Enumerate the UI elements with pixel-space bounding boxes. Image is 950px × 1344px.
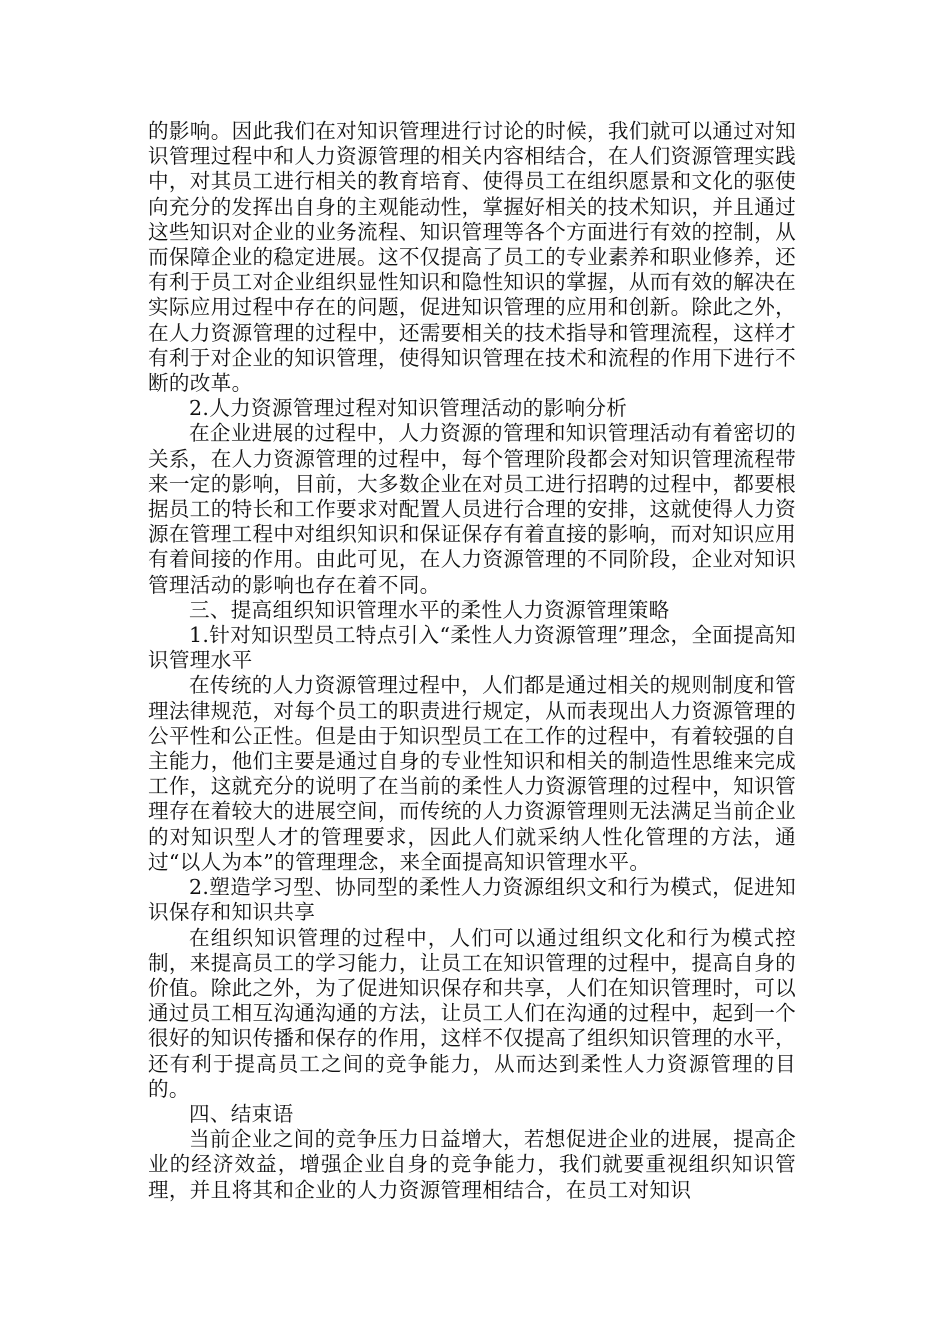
section-heading-3: 三、提高组织知识管理水平的柔性人力资源管理策略 [189, 597, 670, 622]
section-heading-2: 2.人力资源管理过程对知识管理活动的影响分析 [189, 396, 628, 421]
section-heading-4: 四、结束语 [189, 1101, 294, 1126]
body-paragraph-2: 在企业进展的过程中，人力资源的管理和知识管理活动有着密切的关系，在人力资源管理的过程中，每个管理阶段都会对知识管理流程带来一定的影响，目前，大多数企业在对员工进行招聘的过程中，都要根据员工的特长和工作要求对配置人员进行合理的安排，这就使得人力资源在管理工程中对组织知识和保证保存有着直接的影响，而对知识应用有着间接的作用。由此可见，在人力资源管理的不同阶段，企业对知识管理活动的影响也存在着不同。 [148, 421, 796, 597]
document-page [148, 119, 796, 1203]
body-paragraph-5: 当前企业之间的竞争压力日益增大，若想促进企业的进展，提高企业的经济效益，增强企业自身的竞争能力，我们就要重视组织知识管理，并且将其和企业的人力资源管理相结合，在员工对知识 [148, 1127, 796, 1202]
body-paragraph-1: 的影响。因此我们在对知识管理进行讨论的时候，我们就可以通过对知识管理过程中和人力资源管理的相关内容相结合，在人们资源管理实践中，对其员工进行相关的教育培育、使得员工在组织愿景和文化的驱使向充分的发挥出自身的主观能动性，掌握好相关的技术知识，并且通过这些知识对企业的业务流程、知识管理等各个方面进行有效的控制，从而保障企业的稳定进展。这不仅提高了员工的专业素养和职业修养，还有利于员工对企业组织显性知识和隐性知识的掌握，从而有效的解决在实际应用过程中存在的问题，促进知识管理的应用和创新。除此之外，在人力资源管理的过程中，还需要相关的技术指导和管理流程，这样才有利于对企业的知识管理，使得知识管理在技术和流程的作用下进行不断的改革。 [148, 119, 796, 396]
body-paragraph-3: 在传统的人力资源管理过程中，人们都是通过相关的规则制度和管理法律规范，对每个员工的职责进行规定，从而表现出人力资源管理的公平性和公正性。但是由于知识型员工在工作的过程中，有着较强的自主能力，他们主要是通过自身的专业性知识和相关的制造性思维来完成工作，这就充分的说明了在当前的柔性人力资源管理的过程中，知识管理存在着较大的进展空间，而传统的人力资源管理则无法满足当前企业的对知识型人才的管理要求，因此人们就采纳人性化管理的方法，通过“以人为本”的管理理念，来全面提高知识管理水平。 [148, 673, 796, 874]
subsection-heading-3-1: 1.针对知识型员工特点引入“柔性人力资源管理”理念，全面提高知识管理水平 [148, 623, 796, 673]
body-paragraph-4: 在组织知识管理的过程中，人们可以通过组织文化和行为模式控制，来提高员工的学习能力，让员工在知识管理的过程中，提高自身的价值。除此之外，为了促进知识保存和共享，人们在知识管理时，可以通过员工相互沟通沟通的方法，让员工人们在沟通的过程中，起到一个很好的知识传播和保存的作用，这样不仅提高了组织知识管理的水平，还有利于提高员工之间的竞争能力，从而达到柔性人力资源管理的目的。 [148, 925, 796, 1101]
subsection-heading-3-2: 2.塑造学习型、协同型的柔性人力资源组织文和行为模式，促进知识保存和知识共享 [148, 875, 796, 925]
